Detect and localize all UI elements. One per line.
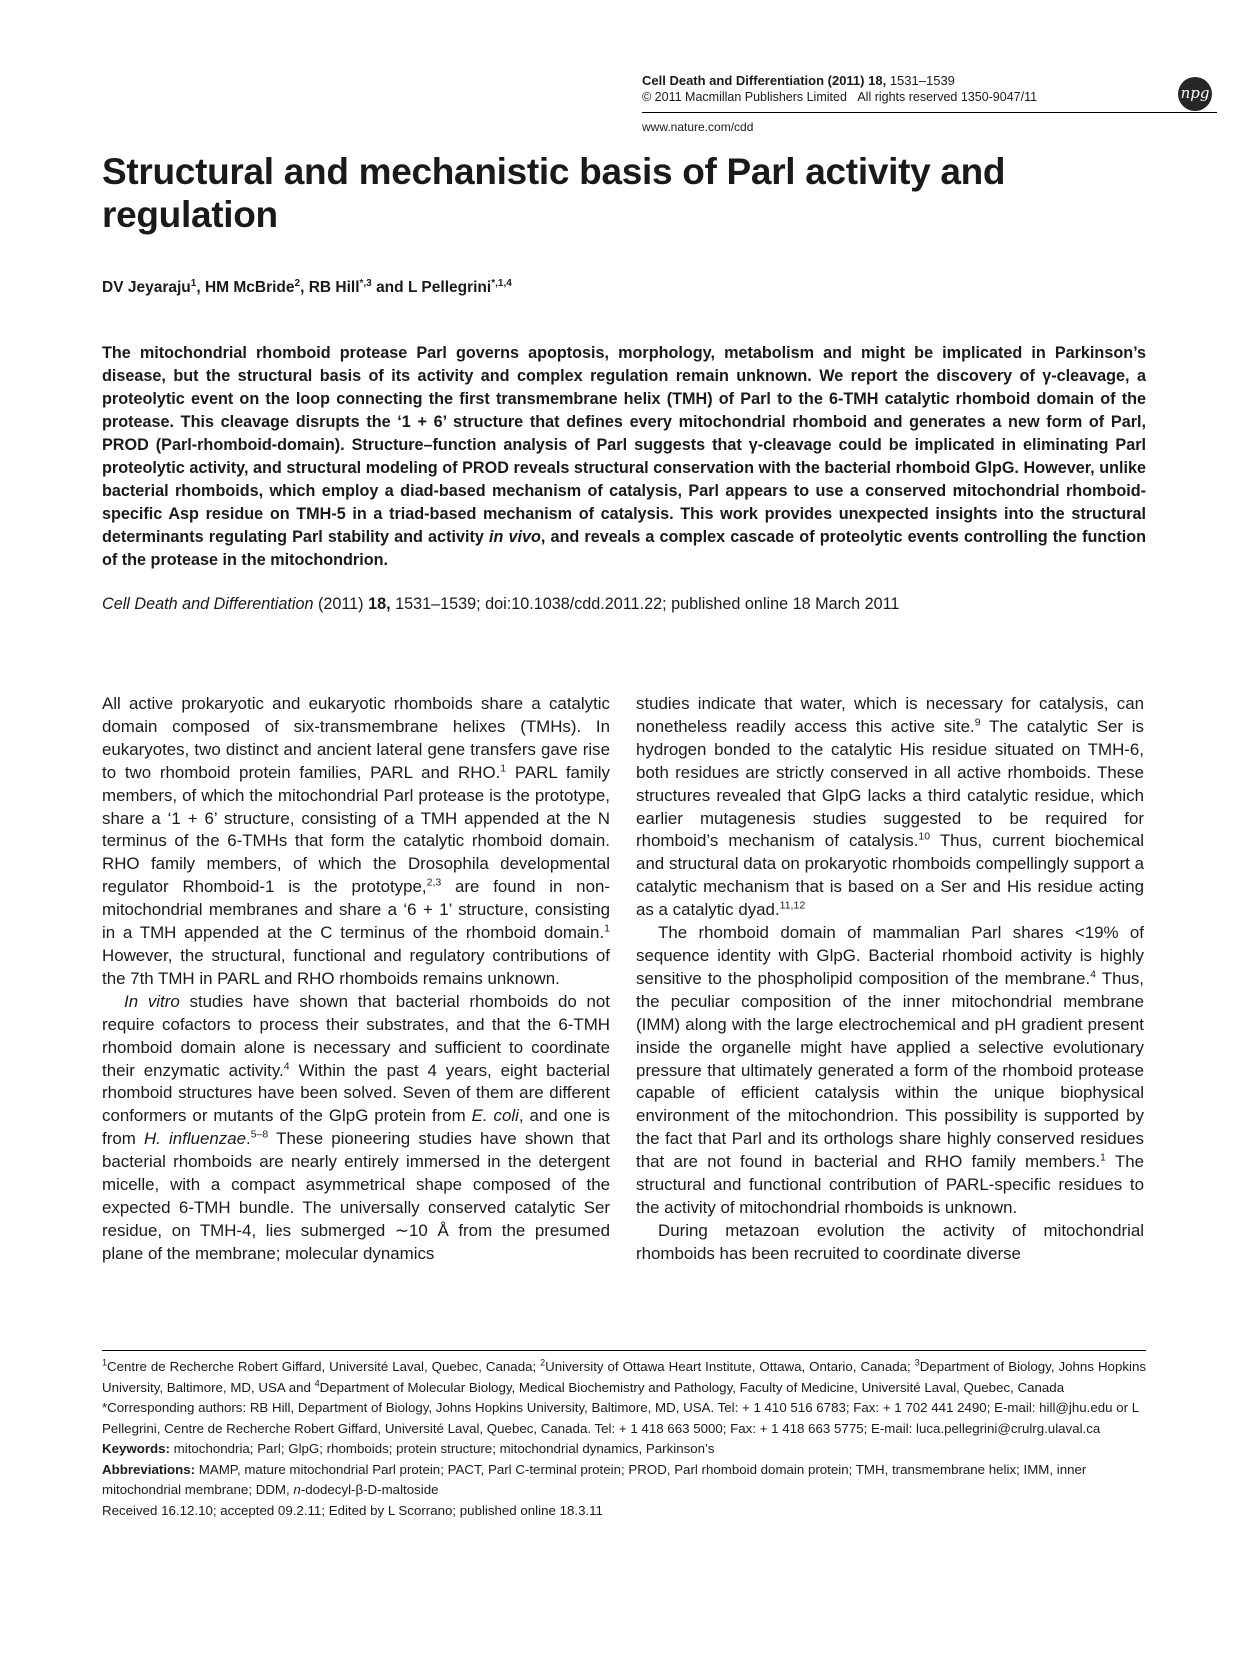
affiliation-text: Centre de Recherche Robert Giffard, Université Laval, Quebec, Canada;	[107, 1359, 541, 1374]
abbreviations-italic: n	[293, 1482, 301, 1497]
reference-link[interactable]: 4	[1090, 968, 1096, 981]
abbreviations-text: MAMP, mature mitochondrial Parl protein; PACT, Parl C-terminal protein; PROD, Parl rhomboid domain protein; TMH, transmembrane helix; IMM, inner mitochondrial membrane; DDM,	[102, 1461, 1087, 1497]
body-column-right	[636, 693, 1144, 1266]
body-text: , and one is from	[102, 1106, 610, 1149]
journal-volume: 18,	[868, 73, 887, 88]
citation-line	[102, 594, 899, 614]
body-text: During metazoan evolution the activity of mitochondrial rhomboids has been recruited to coordinate diverse	[636, 1220, 1144, 1263]
body-text: The rhomboid domain of mammalian Parl shares <19% of sequence identity with GlpG. Bacterial rhomboid activity is highly sensitive to the phospholipid composition of the membrane.	[636, 923, 1144, 988]
abbreviations-text: -dodecyl-β-D-maltoside	[300, 1482, 439, 1497]
copyright-line	[642, 89, 1037, 105]
author-affiliation: 1	[190, 278, 197, 289]
body-italic: In vitro	[124, 991, 180, 1011]
reference-link[interactable]: 1	[604, 922, 610, 935]
body-text: studies have shown that bacterial rhomboids do not require cofactors to process their substrates, and that the 6-TMH rhomboid domain alone is necessary and sufficient to coordinate their enzymatic activity.	[102, 991, 610, 1080]
abstract-text: The mitochondrial rhomboid protease Parl governs apoptosis, morphology, metabolism and might be implicated in Parkinson’s disease, but the structural basis of its activity and complex regulation remain unknown. We report the discovery of γ-cleavage, a proteolytic event on the loop connecting the first transmembrane helix (TMH) of Parl to the 6-TMH catalytic rhomboid domain of the protease. This cleavage disrupts the ‘1 + 6’ structure that defines every mitochondrial rhomboid and generates a new form of Parl, PROD (Parl-rhomboid-domain). Structure–function analysis of Parl suggests that γ-cleavage could be implicated in eliminating Parl proteolytic activity, and structural modeling of PROD reveals structural conservation with the bacterial rhomboid GlpG. However, unlike bacterial rhomboids, which employ a diad-based mechanism of catalysis, Parl appears to use a conserved mitochondrial rhomboid-specific Asp residue on TMH-5 in a triad-based mechanism of catalysis. This work provides unexpected insights into the structural determinants regulating Parl stability and activity	[102, 344, 1146, 546]
journal-pages: 1531–1539	[889, 73, 955, 88]
reference-link[interactable]: 1	[1100, 1151, 1106, 1164]
body-column-left	[102, 693, 610, 1266]
rights-issn: All rights reserved 1350-9047/11	[857, 90, 1038, 104]
reference-link[interactable]: 9	[974, 716, 981, 729]
citation-year: (2011)	[317, 595, 364, 613]
affiliation-text: Department of Molecular Biology, Medical Biochemistry and Pathology, Faculty of Medicine, Université Laval, Quebec, Canada	[319, 1379, 1065, 1395]
citation-journal: Cell Death and Differentiation	[102, 595, 314, 613]
body-text: Thus, the peculiar composition of the inner mitochondrial membrane (IMM) along with the large electrochemical and pH gradient present inside the organelle might have applied a selective evolutionary pressure that ultimately generated a form of the rhomboid protease capable of efficient catalysis within the unique biophysical environment of the mitochondrion. This possibility is supported by the fact that Parl and its orthologs share highly conserved residues that are not found in bacterial and RHO family members.	[636, 968, 1144, 1172]
reference-link[interactable]: 10	[918, 830, 931, 843]
citation-details: 1531–1539; doi:10.1038/cdd.2011.22; published online 18 March 2011	[395, 595, 900, 613]
author-affiliation: *,3	[359, 278, 372, 289]
body-text: Thus, current biochemical and structural data on prokaryotic rhomboids compellingly support a catalytic mechanism that is based on a Ser and His residue acting as a catalytic dyad.	[636, 831, 1144, 920]
body-text: PARL family members, of which the mitochondrial Parl protease is the prototype, share a ‘1 + 6’ structure, consisting of a TMH appended at the N terminus of the 6-TMHs that form the catalytic rhomboid domain. RHO family members, of which the Drosophila developmental regulator Rhomboid-1 is the prototype,	[102, 762, 610, 897]
body-text: These pioneering studies have shown that bacterial rhomboids are nearly entirely immersed in the detergent micelle, with a compact asymmetrical shape composed of the expected 6-TMH bundle. The universally conserved catalytic Ser residue, on TMH-4, lies submerged ∼10 Å from the presumed plane of the membrane; molecular dynamics	[102, 1129, 610, 1263]
affiliation-number: 1	[102, 1357, 108, 1368]
abstract-text-end: , and reveals a complex cascade of proteolytic events controlling the function of the protease in the mitochondrion.	[102, 528, 1146, 569]
body-text: are found in non-mitochondrial membranes and share a ‘6 + 1’ structure, consisting in a TMH appended at the C terminus of the rhomboid domain.	[102, 877, 610, 943]
affiliation-text: University of Ottawa Heart Institute, Ottawa, Ontario, Canada;	[545, 1359, 915, 1374]
species-name: E. coli	[471, 1106, 519, 1126]
body-text: Within the past 4 years, eight bacterial rhomboid structures have been solved. Seven of them are different conformers or mutants of the GlpG protein from	[102, 1060, 610, 1126]
author-list: DV Jeyaraju$^1$, HM McBride$^2$, RB Hill$^{*,3}$ and L Pellegrini$^{*,1,4}$	[102, 278, 512, 297]
keywords-text: mitochondria; Parl; GlpG; rhomboids; protein structure; mitochondrial dynamics, Parkinson’s	[169, 1441, 715, 1456]
received-dates: Received 16.12.10; accepted 09.2.11; Edited by L Scorrano; published online 18.3.11	[102, 1502, 603, 1518]
body-text: .	[246, 1129, 251, 1149]
abstract	[102, 342, 1146, 572]
author-name: RB Hill	[308, 279, 360, 297]
reference-link[interactable]: 2,3	[426, 876, 442, 889]
body-text: The structural and functional contribution of PARL-specific residues to the activity of mitochondrial rhomboids is unknown.	[636, 1152, 1145, 1217]
abbreviations-label: Abbreviations:	[102, 1461, 196, 1477]
article-title: Structural and mechanistic basis of Parl activity and regulation	[102, 151, 1006, 235]
body-text: The catalytic Ser is hydrogen bonded to the catalytic His residue situated on TMH-6, both residues are strictly conserved in all active rhomboids. These structures revealed that GlpG lacks a third catalytic residue, which earlier mutagenesis studies suggested to be required for rhomboid’s mechanism of catalysis.	[636, 716, 1144, 851]
species-name: H. influenzae	[143, 1129, 247, 1149]
affiliation-text: Department of Biology, Johns Hopkins University, Baltimore, MD, USA and	[102, 1359, 1146, 1395]
header-rule	[642, 112, 1217, 113]
footnote-rule	[102, 1350, 1146, 1351]
affiliation-number: 2	[540, 1357, 546, 1368]
keywords	[102, 1439, 1146, 1460]
keywords-label: Keywords:	[102, 1441, 170, 1456]
reference-link[interactable]: 11,12	[779, 899, 806, 912]
affiliation-number: 4	[314, 1378, 320, 1389]
reference-link[interactable]: 5–8	[250, 1128, 269, 1141]
author-name: DV Jeyaraju	[102, 279, 191, 297]
copyright: © 2011 Macmillan Publishers Limited	[642, 90, 847, 104]
reference-link[interactable]: 1	[500, 762, 507, 775]
npg-logo: npg	[1178, 77, 1212, 111]
body-paragraph	[636, 693, 1144, 922]
body-text: studies indicate that water, which is necessary for catalysis, can nonetheless readily access this active site.	[636, 694, 1144, 736]
journal-name: Cell Death and Differentiation (2011)	[642, 73, 865, 88]
journal-website[interactable]: www.nature.com/cdd	[642, 120, 754, 134]
abbreviations	[102, 1460, 1146, 1501]
corresponding-authors: *Corresponding authors: RB Hill, Department of Biology, Johns Hopkins University, Baltimore, MD, USA. Tel: + 1 410 516 6783; Fax: + 1 702 441 2490; E-mail: hill@jhu.edu or L Pellegrini, Centre de Recherche Robert Giffard, Université Laval, Quebec, Canada. Tel: + 1 418 663 5000; Fax: + 1 418 663 5775; E-mail: luca.pellegrini@crulrg.ulaval.ca	[102, 1400, 1139, 1436]
body-paragraph	[636, 1220, 1144, 1266]
authors-and: and	[376, 279, 404, 297]
footnotes	[102, 1357, 1146, 1521]
affiliation-number: 3	[914, 1357, 920, 1368]
author-affiliation: 2	[294, 278, 301, 289]
abstract-italic: in vivo	[488, 528, 541, 546]
author-name: HM McBride	[204, 279, 295, 297]
reference-link[interactable]: 4	[283, 1059, 290, 1072]
journal-header	[642, 73, 955, 89]
body-text: However, the structural, functional and regulatory contributions of the 7th TMH in PARL and RHO rhomboids remains unknown.	[102, 945, 610, 988]
body-paragraph	[102, 991, 610, 1266]
citation-volume: 18,	[368, 595, 391, 613]
author-name: L Pellegrini	[407, 279, 492, 297]
body-paragraph	[636, 922, 1144, 1220]
author-affiliation: *,1,4	[491, 278, 512, 289]
body-paragraph	[102, 693, 610, 991]
body-text: All active prokaryotic and eukaryotic rhomboids share a catalytic domain composed of six-transmembrane helixes (TMHs). In eukaryotes, two distinct and ancient lateral gene transfers gave rise to two rhomboid protein families, PARL and RHO.	[102, 694, 610, 782]
affiliations	[102, 1357, 1146, 1398]
